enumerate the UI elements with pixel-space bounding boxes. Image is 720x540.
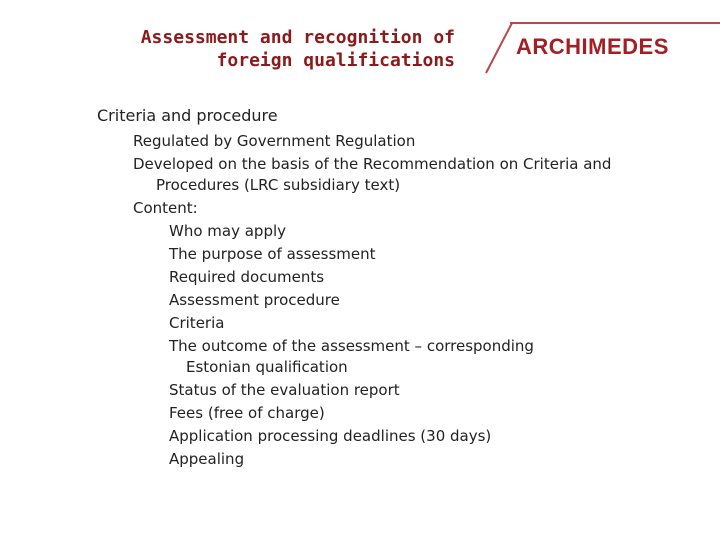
sub-bullet-purpose: The purpose of assessment — [169, 245, 376, 263]
bullet-regulated: Regulated by Government Regulation — [133, 132, 416, 150]
title-line-2: foreign qualifications — [216, 50, 455, 71]
logo-rule — [510, 22, 720, 24]
slide-content — [0, 105, 720, 472]
sub-bullet-documents: Required documents — [169, 268, 325, 286]
heading-criteria: Criteria and procedure — [97, 106, 278, 125]
sub-bullet-who-may-apply: Who may apply — [169, 222, 287, 240]
sub-bullet-appealing: Appealing — [169, 450, 245, 468]
sub-bullet-fees: Fees (free of charge) — [169, 404, 325, 422]
sub-bullet-status: Status of the evaluation report — [169, 381, 400, 399]
archimedes-logo: ARCHIMEDES — [516, 34, 669, 59]
sub-bullet-procedure: Assessment procedure — [169, 291, 340, 309]
title-line-1: Assessment and recognition of — [140, 27, 455, 48]
bullet-developed: Developed on the basis of the Recommendation on Criteria and Procedures (LRC subsidiary text) — [133, 155, 612, 194]
sub-bullet-criteria: Criteria — [169, 314, 225, 332]
slide-title — [55, 26, 455, 72]
bullet-content: Content: — [133, 199, 198, 217]
sub-bullet-deadlines: Application processing deadlines (30 days) — [169, 427, 492, 445]
sub-bullet-outcome: The outcome of the assessment – corresponding Estonian qualification — [169, 337, 534, 376]
